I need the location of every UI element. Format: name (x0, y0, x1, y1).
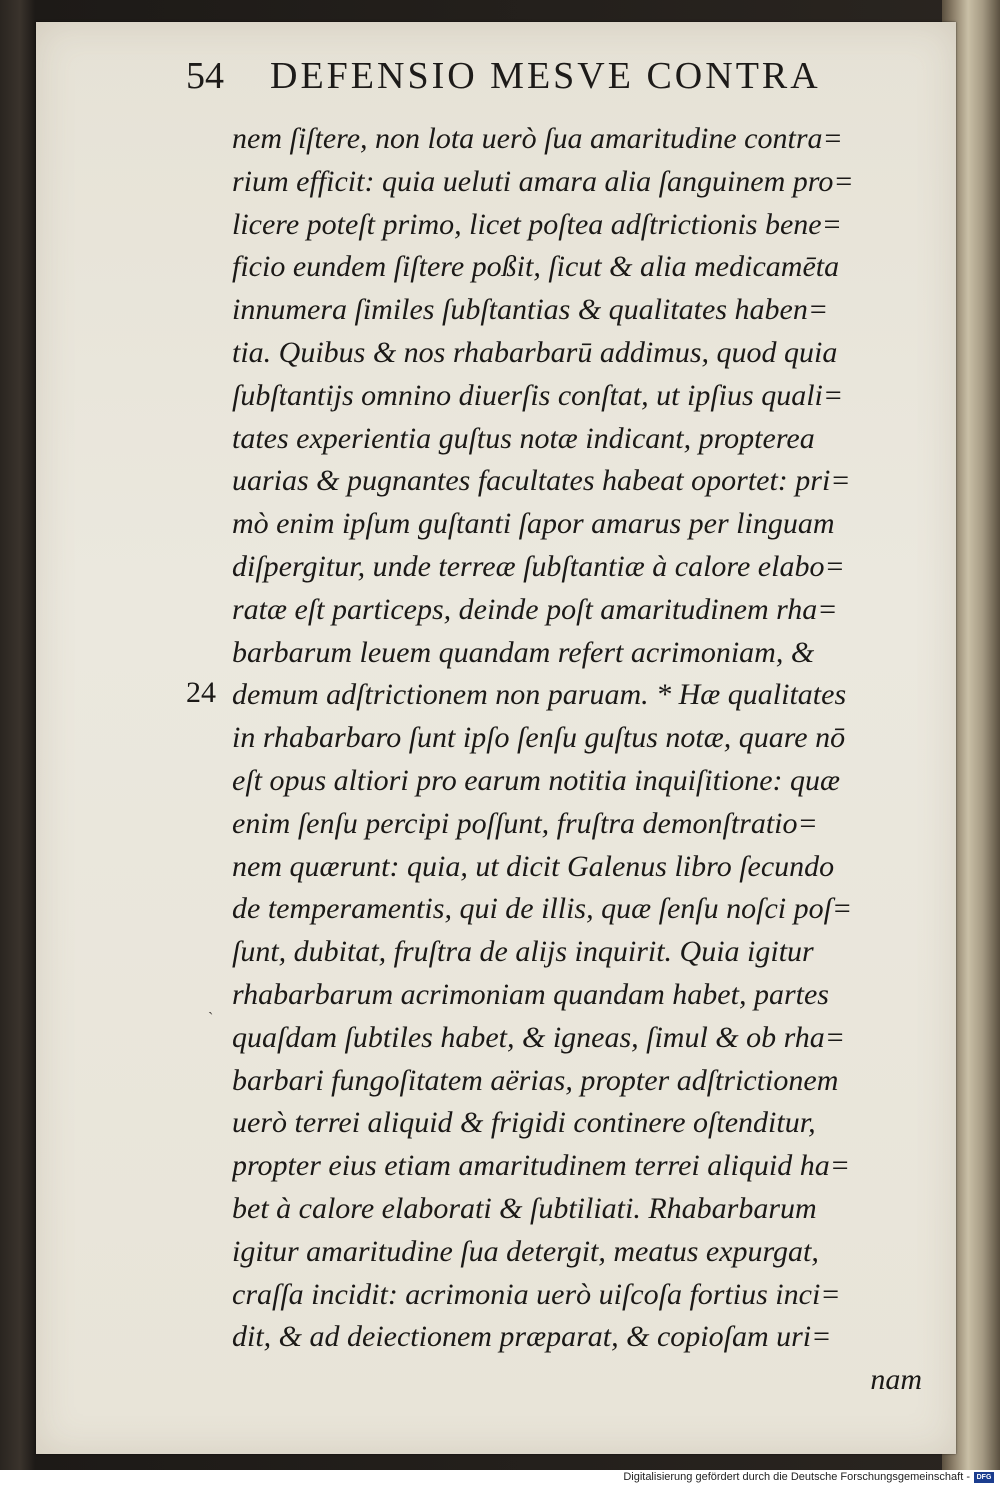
text-line: eſt opus altiori pro earum notitia inquiſitione: quæ (232, 763, 841, 797)
text-line: quaſdam ſubtiles habet, & igneas, ſimul & ob rha= (232, 1020, 846, 1054)
text-line: demum adſtrictionem non paruam. * Hæ qualitates (232, 678, 847, 712)
text-line: bet à calore elaborati & ſubtiliati. Rhabarbarum (232, 1191, 817, 1225)
text-line: barbari fungoſitatem aërias, propter adſtrictionem (232, 1063, 839, 1097)
text-line: propter eius etiam amaritudinem terrei aliquid ha= (232, 1149, 850, 1183)
text-line: in rhabarbaro ſunt ipſo ſenſu guſtus notæ, quare nō (232, 721, 846, 755)
text-line: rium efficit: quia ueluti amara alia ſanguinem pro= (232, 164, 854, 198)
running-title: DEFENSIO MESVE CONTRA (270, 55, 821, 97)
margin-note: 24 (186, 676, 216, 709)
text-block (232, 118, 932, 1402)
digitization-footer (0, 1470, 1000, 1486)
page-number: 54 (186, 55, 224, 97)
page-header (186, 52, 926, 102)
text-line: de temperamentis, qui de illis, quæ ſenſu noſci poſ= (232, 892, 853, 926)
text-line: ſubſtantijs omnino diuerſis conſtat, ut ipſius quali= (232, 378, 844, 412)
stray-mark (208, 1010, 216, 1016)
text-line: innumera ſimiles ſubſtantias & qualitates haben= (232, 293, 829, 327)
text-line: nem quærunt: quia, ut dicit Galenus libro ſecundo (232, 849, 835, 883)
text-line: barbarum leuem quandam refert acrimoniam, & (232, 635, 815, 669)
text-line: ſunt, dubitat, fruſtra de alijs inquirit. Quia igitur (232, 935, 814, 969)
text-line: enim ſenſu percipi poſſunt, fruſtra demonſtratio= (232, 806, 818, 840)
text-line: mò enim ipſum guſtanti ſapor amarus per linguam (232, 507, 835, 541)
text-line: licere poteſt primo, licet poſtea adſtrictionis bene= (232, 207, 842, 241)
text-line: dit, & ad deiectionem præparat, & copioſam uri= (232, 1320, 832, 1354)
dfg-logo: DFG (974, 1472, 994, 1483)
text-line: ratæ eſt particeps, deinde poſt amaritudinem rha= (232, 592, 838, 626)
text-line: craſſa incidit: acrimonia uerò uiſcoſa fortius inci= (232, 1277, 841, 1311)
text-line: nem ſiſtere, non lota uerò ſua amaritudine contra= (232, 122, 843, 155)
text-line: diſpergitur, unde terreæ ſubſtantiæ à calore elabo= (232, 549, 845, 583)
text-line: tia. Quibus & nos rhabarbarū addimus, quod quia (232, 335, 838, 369)
text-line: rhabarbarum acrimoniam quandam habet, partes (232, 977, 829, 1011)
text-line: nam (870, 1363, 922, 1397)
text-line: uerò terrei aliquid & frigidi continere oſtenditur, (232, 1106, 816, 1140)
text-line: uarias & pugnantes facultates habeat oportet: pri= (232, 464, 851, 498)
footer-credit: Digitalisierung gefördert durch die Deutsche Forschungsgemeinschaft - (623, 1471, 970, 1483)
text-line: ficio eundem ſiſtere poßit, ſicut & alia medicamēta (232, 250, 840, 284)
text-line: igitur amaritudine ſua detergit, meatus expurgat, (232, 1234, 819, 1268)
text-line: tates experientia guſtus notæ indicant, propterea (232, 421, 815, 455)
